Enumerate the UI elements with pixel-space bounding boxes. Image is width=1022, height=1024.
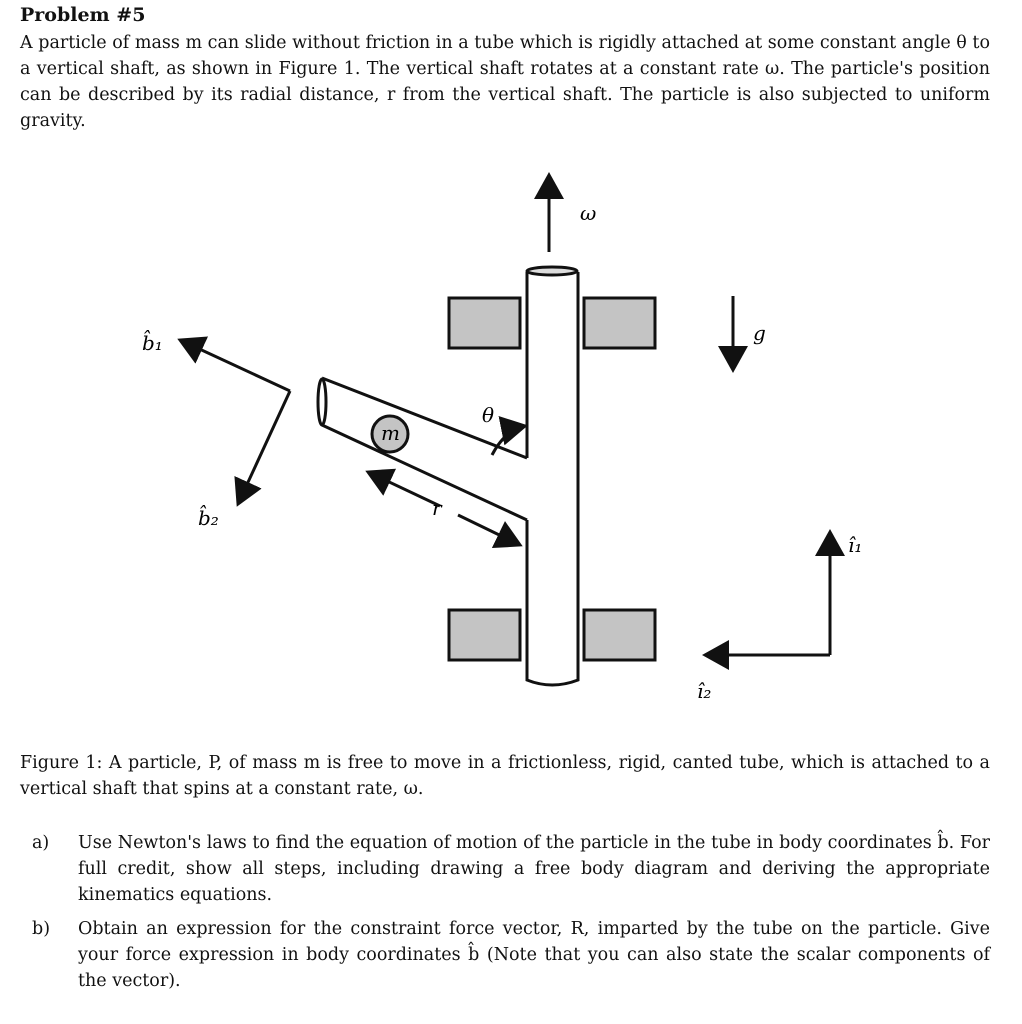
omega-label: ω [580, 201, 597, 225]
i2-label: î₂ [697, 679, 712, 703]
bearing [584, 298, 655, 348]
problem-title: Problem #5 [20, 4, 146, 26]
theta-label: θ [482, 403, 495, 427]
shaft-top [527, 267, 577, 275]
question-a: a) Use Newton's laws to find the equation of motion of the particle in the tube in body coordinates b̂. For full credit, show all steps, including drawing a free body diagram and deriving the appropriate kinematics equations. [32, 833, 990, 905]
shaft [527, 272, 578, 685]
b1-arrow [180, 340, 290, 391]
b2-arrow [238, 391, 290, 504]
i1-label: î₁ [848, 533, 863, 557]
bearing [449, 610, 520, 660]
bearing [584, 610, 655, 660]
r-arrow [368, 472, 440, 506]
b1-label: b̂₁ [142, 331, 163, 355]
r-label: r [432, 496, 442, 520]
question-b: b) Obtain an expression for the constraint force vector, R, imparted by the tube on the particle. Give your force expression in body coordinates b̂ (Note that you can also state the scalar components of the vector). [32, 919, 990, 991]
tube-end [318, 379, 326, 425]
m-label: m [381, 421, 400, 445]
problem-statement: A particle of mass m can slide without friction in a tube which is rigidly attached at some constant angle θ to a vertical shaft, as shown in Figure 1. The vertical shaft rotates at a constant rate ω. The particle's position can be described by its radial distance, r from the vertical shaft. The particle is also subjected to uniform gravity. [20, 33, 990, 131]
bearing [449, 298, 520, 348]
b2-label: b̂₂ [198, 506, 219, 530]
r-arrow [458, 515, 520, 545]
figure-caption: Figure 1: A particle, P, of mass m is free to move in a frictionless, rigid, canted tube, which is attached to a vertical shaft that spins at a constant rate, ω. [20, 753, 990, 799]
g-label: g [753, 321, 766, 345]
